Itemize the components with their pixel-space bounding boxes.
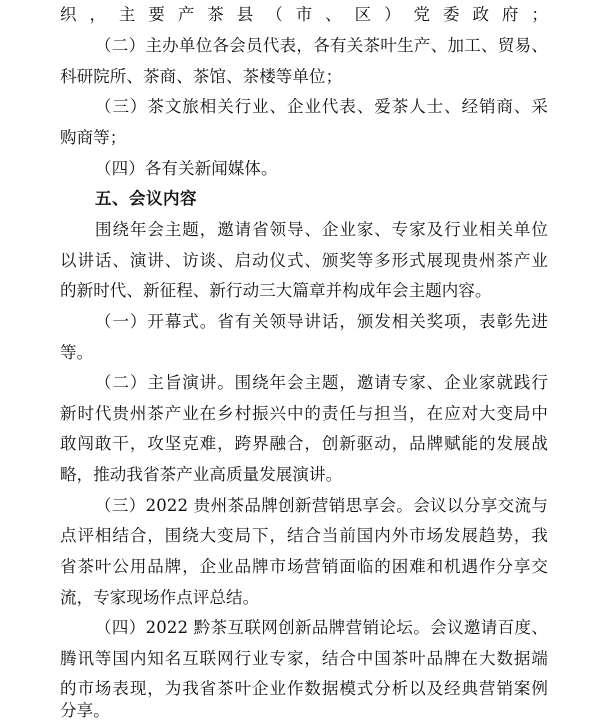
text-line: （三）茶文旅相关行业、企业代表、爱茶人士、经销商、采 bbox=[95, 97, 548, 116]
text-line: 购商等； bbox=[60, 128, 127, 147]
text-line: 分享。 bbox=[60, 701, 110, 720]
text-line: 敢闯敢干，攻坚克难，跨界融合，创新驱动，品牌赋能的发展战 bbox=[60, 434, 548, 453]
text-line: 新时代贵州茶产业在乡村振兴中的责任与担当，在应对大变局中 bbox=[60, 404, 548, 423]
text-line: 织，主要产茶县（市、区）党委政府； bbox=[60, 5, 548, 24]
text-line: （一）开幕式。省有关领导讲话，颁发相关奖项，表彰先进 bbox=[95, 312, 548, 331]
text-line: 的新时代、新征程、新行动三大篇章并构成年会主题内容。 bbox=[60, 281, 492, 300]
text-line: （三）2022 贵州茶品牌创新营销思享会。会议以分享交流与 bbox=[95, 496, 548, 515]
text-line: 略，推动我省茶产业高质量发展演讲。 bbox=[60, 465, 343, 484]
text-line: 省茶叶公用品牌，企业品牌市场营销面临的困难和机遇作分享交 bbox=[60, 557, 548, 576]
text-line: 等。 bbox=[60, 343, 94, 362]
section-heading: 五、会议内容 bbox=[95, 189, 197, 208]
text-line: 以讲话、演讲、访谈、启动仪式、颁奖等多形式展现贵州茶产业 bbox=[60, 251, 548, 270]
text-line: 点评相结合，围绕大变局下，结合当前国内外市场发展趋势，我 bbox=[60, 526, 548, 545]
text-line: 流，专家现场作点评总结。 bbox=[60, 588, 260, 607]
text-line: 科研院所、茶商、茶馆、茶楼等单位； bbox=[60, 67, 343, 86]
text-line: 围绕年会主题，邀请省领导、企业家、专家及行业相关单位 bbox=[95, 220, 548, 239]
text-line: 腾讯等国内知名互联网行业专家，结合中国茶叶品牌在大数据端 bbox=[60, 649, 548, 668]
text-line: 的市场表现，为我省茶叶企业作数据模式分析以及经典营销案例 bbox=[60, 679, 548, 698]
text-line: （二）主办单位各会员代表，各有关茶叶生产、加工、贸易、 bbox=[95, 36, 548, 55]
text-line: （四）各有关新闻媒体。 bbox=[95, 159, 278, 178]
text-line: （四）2022 黔茶互联网创新品牌营销论坛。会议邀请百度、 bbox=[95, 618, 548, 637]
text-line: （二）主旨演讲。围绕年会主题，邀请专家、企业家就践行 bbox=[95, 373, 548, 392]
